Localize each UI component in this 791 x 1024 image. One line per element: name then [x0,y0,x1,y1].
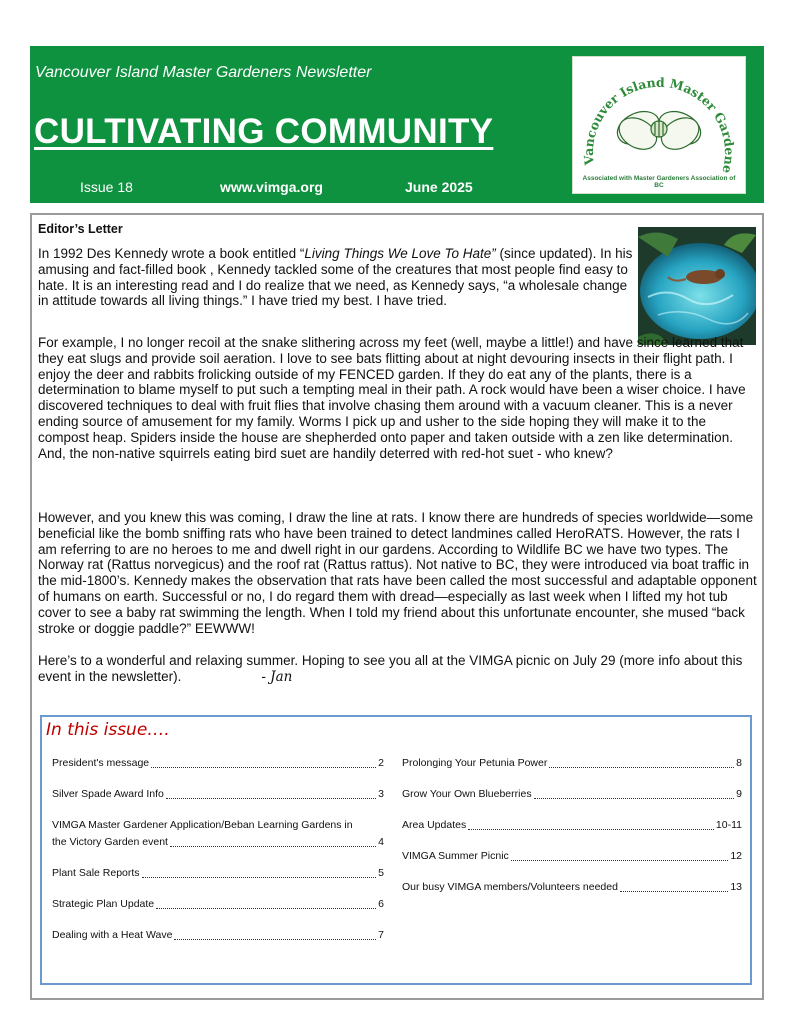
editors-letter [30,213,764,1000]
toc-entry[interactable] [52,865,384,882]
toc-entry[interactable] [402,879,742,896]
toc-entry[interactable] [402,817,742,834]
toc-entry[interactable] [402,755,742,772]
toc-entry-label: VIMGA Summer Picnic [402,850,509,862]
rat-in-pool-image [638,227,756,345]
toc-entry-page: 7 [378,929,384,941]
toc-entry[interactable] [52,896,384,913]
newsletter-name: Vancouver Island Master Gardeners Newsletter [35,64,372,81]
toc-title: In this issue…. [46,720,170,740]
toc-dot-leader [620,891,728,892]
toc-dot-leader [511,860,729,861]
logo-arc-text: Vancouver Island Master Gardene [580,74,738,175]
toc-right-column [402,755,742,910]
toc-entry-page: 3 [378,788,384,800]
toc-entry-page: 2 [378,757,384,769]
letter-paragraph-1: In 1992 Des Kennedy wrote a book entitled “Living Things We Love To Hate” (since updated). In his amusing and fact-filled book , Kennedy tackled some of the creatures that most people find easy to hate. It is an interesting read and I do realize that we need, as Kennedy says, “a wholesale change in attitude towards all living things.” I have tried my best. I have tried. [38,246,633,309]
dogwood-flower-icon [573,57,745,193]
toc-dot-leader [151,767,376,768]
toc-entry-page: 5 [378,867,384,879]
toc-dot-leader [534,798,735,799]
toc-entry-page: 8 [736,757,742,769]
letter-paragraph-3: However, and you knew this was coming, I draw the line at rats. I know there are hundreds of species worldwide—some beneficial like the bomb sniffing rats who have been trained to detect landmines called HeroRATS. However, the rats I am referring to are no heroes to me and dwell right in our gardens. According to Wildlife BC we have two types. The Norway rat (Rattus norvegicus) and the roof rat (Rattus rattus). Not native to BC, they were introduced via boat traffic in the mid-1800’s. Kennedy makes the observation that rats have been called the most successful and adaptable opponent of humans on earth. Successful or no, I do regard them with dread—especially as last week when I lifted my hot tub cover to see a baby rat swimming the length. When I told my friend about this unfortunate encounter, she mused “back stroke or doggie paddle?” EEWWW! [38,510,757,636]
toc-entry-page: 9 [736,788,742,800]
issue-date: June 2025 [405,179,473,195]
toc-entry[interactable] [402,786,742,803]
toc-entry-label: VIMGA Master Gardener Application/Beban Learning Gardens in [52,819,353,831]
logo-subtitle: Associated with Master Gardeners Association of BC [582,175,736,189]
toc-entry-label: the Victory Garden event [52,836,168,848]
toc-left-column [52,755,384,958]
toc-dot-leader [549,767,734,768]
toc-entry-label: Area Updates [402,819,467,831]
toc-entry-label: Our busy VIMGA members/Volunteers needed [402,881,618,893]
header-banner [30,46,764,203]
website-link[interactable]: www.vimga.org [220,179,323,195]
toc-dot-leader [170,846,376,847]
toc-dot-leader [142,877,377,878]
page-title: CULTIVATING COMMUNITY [34,112,494,151]
letter-paragraph-2: For example, I no longer recoil at the snake slithering across my feet (well, maybe a little!) and have since learned that they eat slugs and provide soil aeration. I love to see bats flitting about at night devouring insects in their flight path. I enjoy the deer and rabbits frolicking outside of my FENCED garden. If they do eat any of the plants, there is a determination to blame myself to put such a tempting meal in their path. A rock would have been a wiser choice. I have discovered techniques to deal with fruit flies that involve chasing them around with a vacuum cleaner. This is a never ending source of amusement for my family. Worms I pick up and usher to the side hoping they will make it to the compost heap. Spiders inside the house are shepherded onto paper and taken outside with a zen like determination. And, the non-native squirrels eating bird suet are handily deterred with red-hot suet - who knew? [38,335,746,461]
in-this-issue-box [40,715,752,985]
toc-entry-label: Grow Your Own Blueberries [402,788,532,800]
issue-number: Issue 18 [80,179,133,195]
signature: - Jan [261,668,293,685]
letter-paragraph-4: Here’s to a wonderful and relaxing summer. Hoping to see you all at the VIMGA picnic on July 29 (more info about this event in the newsletter). - Jan [38,653,743,685]
toc-entry-label: Plant Sale Reports [52,867,140,879]
toc-entry[interactable] [52,817,384,851]
toc-entry-label: Silver Spade Award Info [52,788,164,800]
toc-entry-page: 13 [730,881,742,893]
toc-entry[interactable] [52,755,384,772]
vimga-logo [572,56,746,194]
toc-entry-page: 6 [378,898,384,910]
toc-entry[interactable] [52,786,384,803]
toc-dot-leader [468,829,714,830]
toc-entry[interactable] [402,848,742,865]
toc-entry-label: President's message [52,757,150,769]
toc-dot-leader [156,908,376,909]
toc-entry[interactable] [52,927,384,944]
toc-dot-leader [174,939,376,940]
toc-entry-label: Prolonging Your Petunia Power [402,757,548,769]
toc-entry-page: 12 [730,850,742,862]
letter-heading: Editor’s Letter [38,222,123,236]
toc-entry-page: 4 [378,836,384,848]
toc-entry-label: Strategic Plan Update [52,898,155,910]
toc-entry-page: 10-11 [715,819,742,831]
toc-entry-label: Dealing with a Heat Wave [52,929,173,941]
toc-dot-leader [166,798,376,799]
